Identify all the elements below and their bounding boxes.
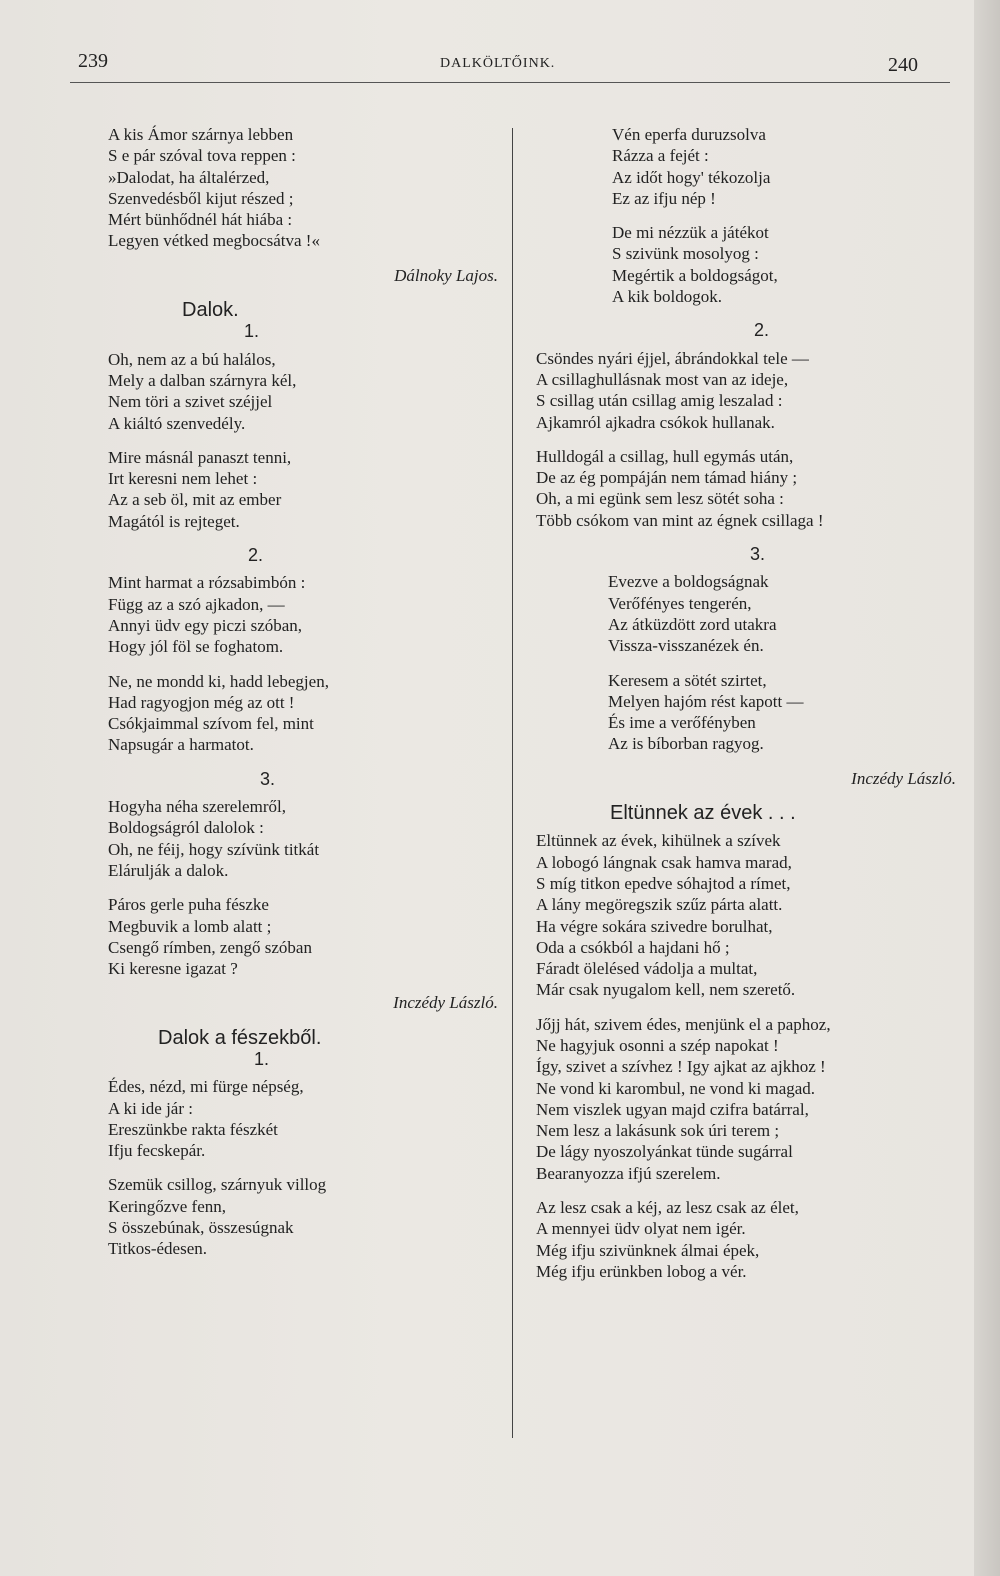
- poem-title: Dalok a fészekből.: [158, 1026, 322, 1049]
- stanza: [536, 348, 956, 433]
- poem-line: A lány megöregszik szűz párta alatt.: [536, 895, 783, 915]
- header-rule: [70, 82, 950, 83]
- poem-title: Eltünnek az évek . . .: [610, 802, 796, 825]
- poem-line: Ajkamról ajkadra csókok hullanak.: [536, 412, 775, 432]
- poem-line: Ha végre sokára szivedre borulhat,: [536, 916, 773, 936]
- poem-line: De lágy nyoszolyánkat tünde sugárral: [536, 1142, 793, 1162]
- stanza: [536, 446, 956, 531]
- poem-line: Evezve a boldogságnak: [608, 572, 769, 592]
- poem-line: Édes, nézd, mi fürge népség,: [108, 1077, 304, 1097]
- poem-line: Oda a csókból a hajdani hő ;: [536, 937, 730, 957]
- poem-line: Az lesz csak a kéj, az lesz csak az élet,: [536, 1198, 799, 1218]
- poem-line: Fáradt ölelésed vádolja a multat,: [536, 959, 758, 979]
- poem-line: A kis Ámor szárnya lebben: [108, 125, 294, 144]
- poem-line: Annyi üdv egy piczi szóban,: [108, 615, 303, 635]
- poem-line: És ime a verőfényben: [608, 713, 756, 733]
- page-number-left: 239: [78, 50, 108, 72]
- author-signature: Inczédy László.: [393, 993, 498, 1013]
- poem-line: Ne hagyjuk osonni a szép napokat !: [536, 1035, 779, 1055]
- poem-line: Hulldogál a csillag, hull egymás után,: [536, 446, 794, 466]
- poem-line: Még ifju szivünknek álmai épek,: [536, 1240, 760, 1260]
- poem-line: Ereszünkbe rakta fészkét: [108, 1119, 278, 1139]
- poem-line: Nem viszlek ugyan majd czifra batárral,: [536, 1099, 809, 1119]
- poem-line: S szivünk mosolyog :: [612, 244, 759, 264]
- stanza: [108, 572, 498, 657]
- poem-line: A kiáltó szenvedély.: [108, 413, 246, 433]
- poem-line: A ki ide jár :: [108, 1098, 193, 1118]
- stanza: [108, 1076, 498, 1161]
- poem-line: Napsugár a harmatot.: [108, 735, 254, 755]
- poem-line: Hogyha néha szerelemről,: [108, 797, 286, 817]
- left-column: [108, 124, 498, 1273]
- right-column: [536, 124, 956, 1295]
- poem-line: Rázza a fejét :: [612, 146, 709, 166]
- poem-line: A kik boldogok.: [612, 287, 723, 307]
- poem-line: Bearanyozza ifjú szerelem.: [536, 1163, 721, 1183]
- poem-line: Hogy jól föl se foghatom.: [108, 637, 284, 657]
- poem-line: Mely a dalban szárnyra kél,: [108, 370, 297, 390]
- poem-line: Így, szivet a szívhez ! Igy ajkat az ajkhoz !: [536, 1057, 826, 1077]
- page-number-right: 240: [888, 54, 918, 76]
- poem-line: Nem lesz a lakásunk sok úri terem ;: [536, 1121, 780, 1141]
- poem-line: Megbuvik a lomb alatt ;: [108, 916, 272, 936]
- poem-line: Eltünnek az évek, kihülnek a szívek: [536, 831, 781, 851]
- poem-line: Az időt hogy' tékozolja: [612, 167, 771, 187]
- stanza: [536, 124, 956, 209]
- poem-line: Jőjj hát, szivem édes, menjünk el a paphoz,: [536, 1014, 831, 1034]
- poem-line: De az ég pompáján nem támad hiány ;: [536, 468, 798, 488]
- stanza: [536, 670, 956, 755]
- stanza-number: 3.: [750, 544, 766, 565]
- poem-line: Nem töri a szivet széjjel: [108, 392, 273, 412]
- stanza-number: 2.: [248, 545, 264, 566]
- stanza: [108, 124, 498, 252]
- poem-line: Mért bünhődnél hát hiába :: [108, 210, 293, 230]
- author-signature: Inczédy László.: [851, 768, 956, 788]
- poem-line: Az is bíborban ragyog.: [608, 734, 764, 754]
- poem-line: S e pár szóval tova reppen :: [108, 146, 296, 166]
- poem-line: Szemük csillog, szárnyuk villog: [108, 1175, 327, 1195]
- poem-line: Elárulják a dalok.: [108, 860, 229, 880]
- poem-line: Keresem a sötét szirtet,: [608, 670, 767, 690]
- author-signature: Dálnoky Lajos.: [394, 265, 498, 285]
- stanza-number: 2.: [754, 320, 770, 341]
- poem-line: Verőfényes tengerén,: [608, 593, 752, 613]
- poem-line: Több csókom van mint az égnek csillaga !: [536, 510, 824, 530]
- poem-line: Csengő rímben, zengő szóban: [108, 937, 312, 957]
- poem-line: Szenvedésből kijut részed ;: [108, 188, 294, 208]
- poem-line: Boldogságról dalolok :: [108, 818, 264, 838]
- poem-line: Melyen hajóm rést kapott —: [608, 691, 804, 711]
- poem-line: »Dalodat, ha általérzed,: [108, 167, 270, 187]
- poem-line: A lobogó lángnak csak hamva marad,: [536, 852, 792, 872]
- stanza: [536, 830, 956, 1000]
- poem-line: Oh, ne féij, hogy szívünk titkát: [108, 839, 320, 859]
- poem-line: Titkos-édesen.: [108, 1239, 208, 1259]
- poem-line: S míg titkon epedve sóhajtod a rímet,: [536, 873, 791, 893]
- poem-line: S csillag után csillag amig leszalad :: [536, 391, 783, 411]
- stanza: [536, 1197, 956, 1282]
- poem-line: Csókjaimmal szívom fel, mint: [108, 714, 314, 734]
- stanza: [108, 894, 498, 979]
- poem-line: De mi nézzük a játékot: [612, 223, 769, 243]
- stanza: [108, 1174, 498, 1259]
- poem-line: Ne vond ki karombul, ne vond ki magad.: [536, 1078, 816, 1098]
- column-divider: [512, 128, 513, 1438]
- stanza-number: 1.: [254, 1048, 270, 1069]
- poem-line: Irt keresni nem lehet :: [108, 469, 258, 489]
- poem-line: Függ az a szó ajkadon, —: [108, 594, 285, 614]
- poem-line: Magától is rejteget.: [108, 511, 240, 531]
- poem-line: Még ifju erünkben lobog a vér.: [536, 1261, 747, 1281]
- poem-line: Az a seb öl, mit az ember: [108, 490, 282, 510]
- stanza: [108, 447, 498, 532]
- stanza: [536, 571, 956, 656]
- stanza-number: 3.: [260, 768, 276, 789]
- poem-line: Megértik a boldogságot,: [612, 265, 778, 285]
- poem-line: A csillaghullásnak most van az ideje,: [536, 369, 789, 389]
- stanza: [108, 671, 498, 756]
- running-title: DALKÖLTŐINK.: [440, 56, 556, 71]
- poem-line: Vissza-visszanézek én.: [608, 636, 764, 656]
- stanza: [536, 1014, 956, 1184]
- poem-line: Vén eperfa duruzsolva: [612, 125, 766, 144]
- poem-line: A mennyei üdv olyat nem igér.: [536, 1219, 746, 1239]
- poem-line: Had ragyogjon még az ott !: [108, 692, 295, 712]
- stanza: [108, 796, 498, 881]
- poem-line: Oh, a mi egünk sem lesz sötét soha :: [536, 489, 784, 509]
- poem-line: Ez az ifju nép !: [612, 188, 716, 208]
- poem-line: Keringőzve fenn,: [108, 1196, 227, 1216]
- poem-line: Az átküzdött zord utakra: [608, 614, 777, 634]
- poem-line: Mint harmat a rózsabimbón :: [108, 573, 306, 593]
- poem-line: Legyen vétked megbocsátva !«: [108, 231, 320, 251]
- poem-line: Csöndes nyári éjjel, ábrándokkal tele —: [536, 348, 809, 368]
- poem-line: Mire másnál panaszt tenni,: [108, 447, 292, 467]
- poem-line: Oh, nem az a bú halálos,: [108, 349, 276, 369]
- poem-line: Már csak nyugalom kell, nem szerető.: [536, 980, 796, 1000]
- stanza: [536, 222, 956, 307]
- poem-line: Ne, ne mondd ki, hadd lebegjen,: [108, 671, 329, 691]
- poem-line: S összebúnak, összesúgnak: [108, 1218, 294, 1238]
- page-edge: [974, 0, 1000, 1576]
- poem-line: Ki keresne igazat ?: [108, 959, 238, 979]
- stanza-number: 1.: [244, 321, 260, 342]
- poem-line: Ifju fecskepár.: [108, 1141, 206, 1161]
- poem-title: Dalok.: [182, 299, 239, 322]
- stanza: [108, 349, 498, 434]
- poem-line: Páros gerle puha fészke: [108, 895, 269, 915]
